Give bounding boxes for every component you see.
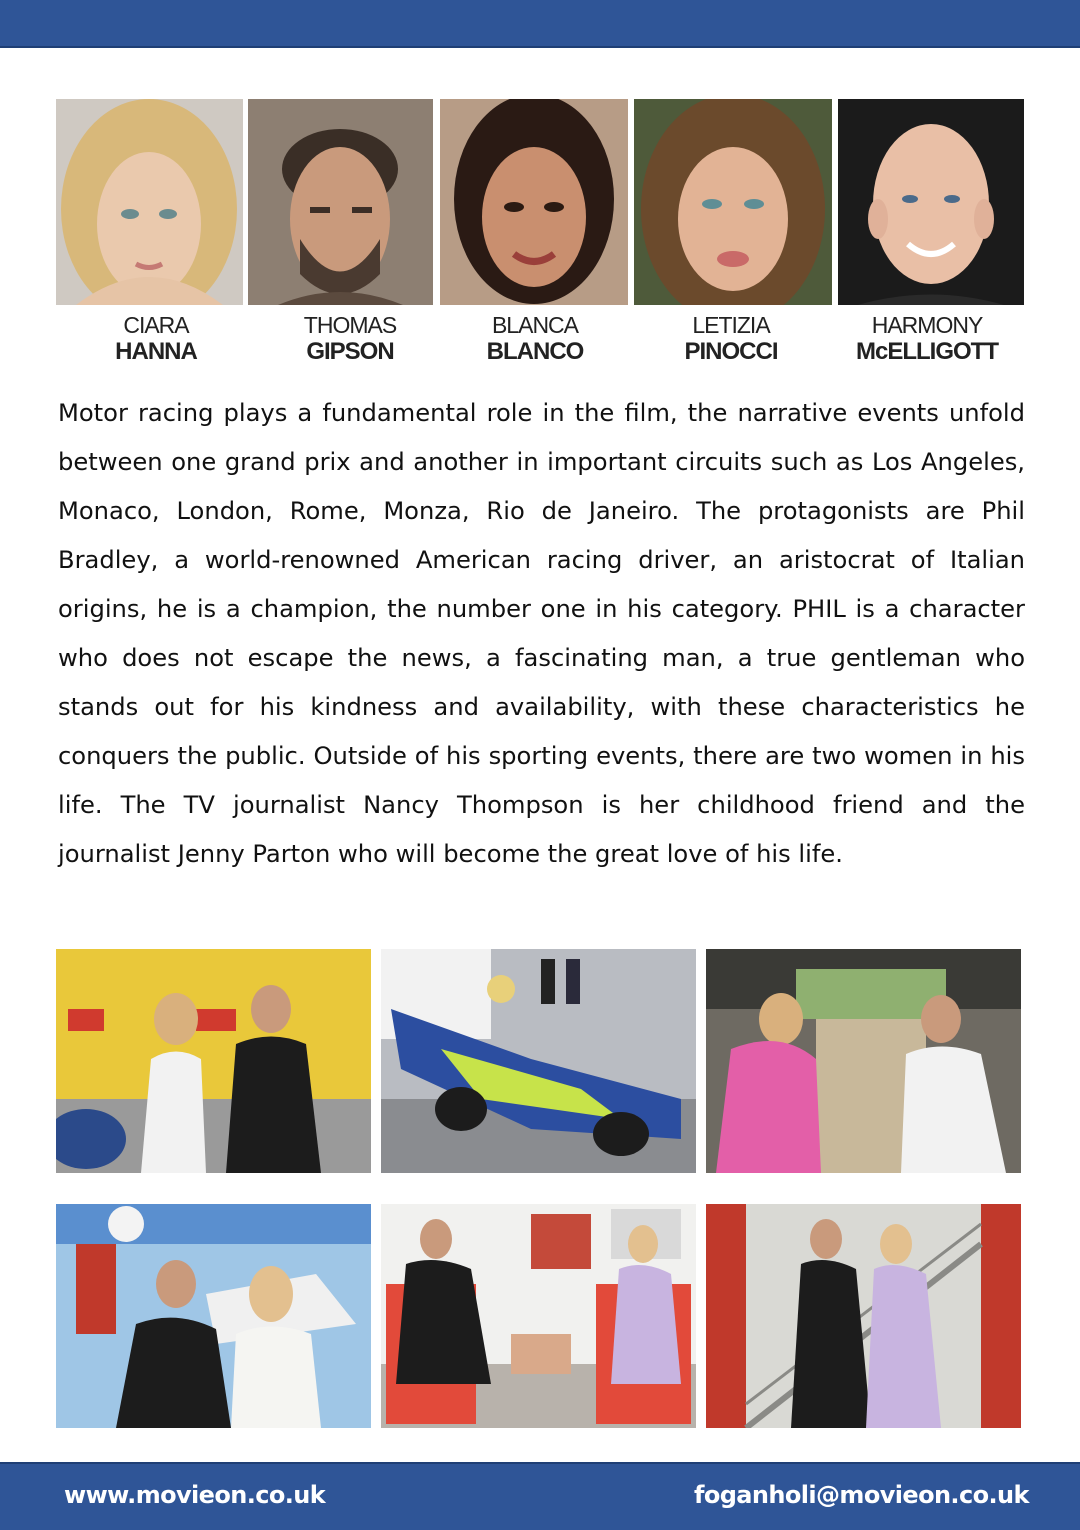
film-still-race-car xyxy=(381,949,696,1173)
film-still-car-interior xyxy=(706,949,1021,1173)
synopsis-text: Motor racing plays a fundamental role in the film, the narrative events unfold between one grand prix and another in important circuits such as Los Angeles, Monaco, London, Rome, Monza, Rio de Janeiro. The protagonists are Phil Bradley, a world-renowned American racing driver, an aristocrat of Italian origins, he is a champion, the number one in his category. PHIL is a character who does not escape the news, a fascinating man, a true gentleman who stands out for his kindness and availability, with these characteristics he conquers the public. Outside of his sporting events, there are two women in his life. The TV journalist Nancy Thompson is her childhood friend and the journalist Jenny Parton who will become the great love of his life. xyxy=(58,399,1025,868)
cast-photo-4 xyxy=(634,99,832,305)
cast-first-name: THOMAS xyxy=(303,312,397,338)
top-banner xyxy=(0,0,1080,48)
cast-last-name: BLANCO xyxy=(486,338,584,365)
email-link[interactable]: foganholi@movieon.co.uk xyxy=(694,1481,1029,1509)
film-still-pit-garage xyxy=(56,949,371,1173)
cast-name-5 xyxy=(827,314,1027,364)
film-still-tv-studio xyxy=(381,1204,696,1428)
cast-name-1 xyxy=(56,314,256,364)
cast-photo-2 xyxy=(248,99,433,305)
cast-photo-3 xyxy=(440,99,628,305)
film-still-mural-interview xyxy=(56,1204,371,1428)
website-link[interactable]: www.movieon.co.uk xyxy=(64,1481,326,1509)
cast-first-name: BLANCA xyxy=(491,312,579,338)
cast-last-name: HANNA xyxy=(115,338,197,365)
cast-first-name: HARMONY xyxy=(871,312,983,338)
cast-name-2 xyxy=(250,314,450,364)
cast-name-4 xyxy=(631,314,831,364)
film-still-staircase xyxy=(706,1204,1021,1428)
cast-last-name: McELLIGOTT xyxy=(856,338,998,365)
cast-photos xyxy=(56,99,1024,305)
cast-first-name: LETIZIA xyxy=(692,312,770,338)
cast-photo-1 xyxy=(56,99,243,305)
cast-first-name: CIARA xyxy=(123,312,189,338)
cast-last-name: GIPSON xyxy=(306,338,394,365)
cast-last-name: PINOCCI xyxy=(684,338,778,365)
cast-name-3 xyxy=(435,314,635,364)
cast-photo-5 xyxy=(838,99,1024,305)
